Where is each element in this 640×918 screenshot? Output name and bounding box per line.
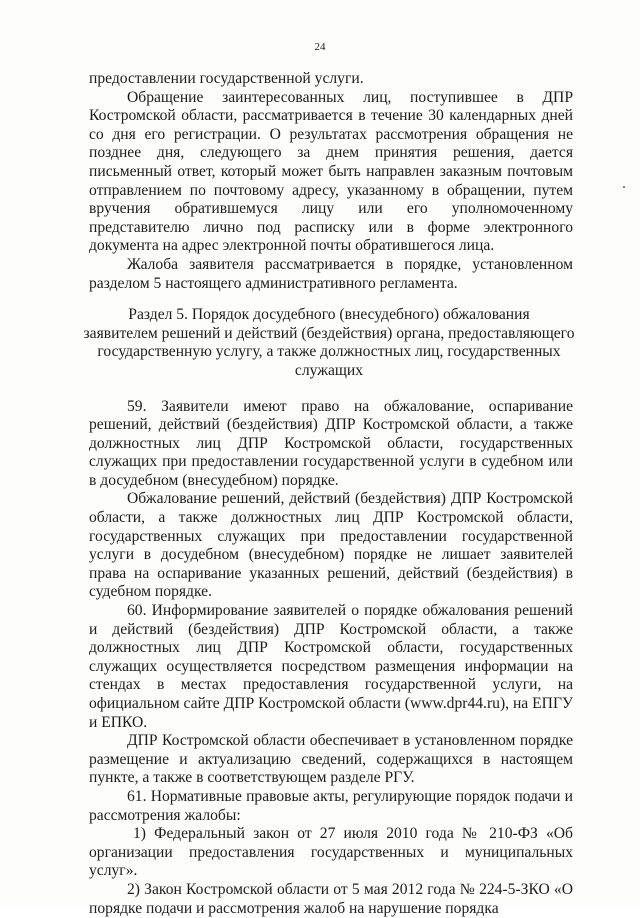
paragraph-61: 61. Нормативные правовые акты, регулирующие порядок подачи и рассмотрения жалобы:: [89, 787, 573, 824]
page-number: 24: [314, 41, 326, 53]
document-body: [83, 70, 575, 918]
paragraph-appeal-rights: Обжалование решений, действий (бездействия) ДПР Костромской области, а также должностных лиц ДПР Костромской области, государственных служащих при предоставлении государственной услуги в досудебном (внесудебном) порядке не лишает заявителей права на оспаривание указанных решений, действий (бездействия) в судебном порядке.: [89, 490, 573, 601]
paragraph-59: 59. Заявители имеют право на обжалование, оспаривание решений, действий (бездействия) ДПР Костромской области, а также должностных лиц ДПР Костромской области, государственных служащих при предоставлении государственной услуги в судебном или в досудебном (внесудебном) порядке.: [89, 397, 573, 489]
paragraph-info-placement: ДПР Костромской области обеспечивает в установленном порядке размещение и актуализацию сведений, содержащихся в настоящем пункте, а также в соответствующем разделе РГУ.: [89, 732, 573, 787]
section-5-heading: [69, 306, 589, 380]
scan-dust-mark: [623, 186, 625, 188]
paragraph-60: 60. Информирование заявителей о порядке обжалования решений и действий (бездействия) ДПР Костромской области, а также должностных лиц ДПР Костромской области, государственных служащих осуществляется посредством размещения информации на стендах в местах предоставления государственной услуги, на официальном сайте ДПР Костромской области (www.dpr44.ru), на ЕПГУ и ЕПКО.: [89, 602, 573, 731]
section-heading-line: государственную услугу, а также должностных лиц, государственных: [97, 343, 561, 361]
paragraph-appeal-review: Обращение заинтересованных лиц, поступившее в ДПР Костромской области, рассматривается в течение 30 календарных дней со дня его регистрации. О результатах рассмотрения обращения не позднее дня, следующего за днем принятия решения, дается письменный ответ, который может быть направлен заказным почтовым отправлением по почтовому адресу, указанному в обращении, путем вручения обратившемуся лицу или его уполномоченному представителю лично под расписку или в форме электронного документа на адрес электронной почты обратившегося лица.: [89, 88, 573, 255]
paragraph-law-item-2: 2) Закон Костромской области от 5 мая 2012 года № 224-5-ЗКО «О порядке подачи и рассмотрения жалоб на нарушение порядка: [89, 880, 573, 917]
section-heading-line: служащих: [294, 361, 364, 379]
section-heading-line: Раздел 5. Порядок досудебного (внесудебного) обжалования: [128, 306, 530, 324]
paragraph-law-item-1: 1) Федеральный закон от 27 июля 2010 года № 210-ФЗ «Об организации предоставления государственных и муниципальных услуг».: [89, 825, 573, 880]
paragraph-complaint-procedure: Жалоба заявителя рассматривается в порядке, установленном разделом 5 настоящего административного регламента.: [89, 255, 573, 292]
section-heading-line: заявителем решений и действий (бездействия) органа, предоставляющего: [83, 324, 575, 342]
paragraph-continuation: предоставлении государственной услуги.: [89, 70, 364, 87]
